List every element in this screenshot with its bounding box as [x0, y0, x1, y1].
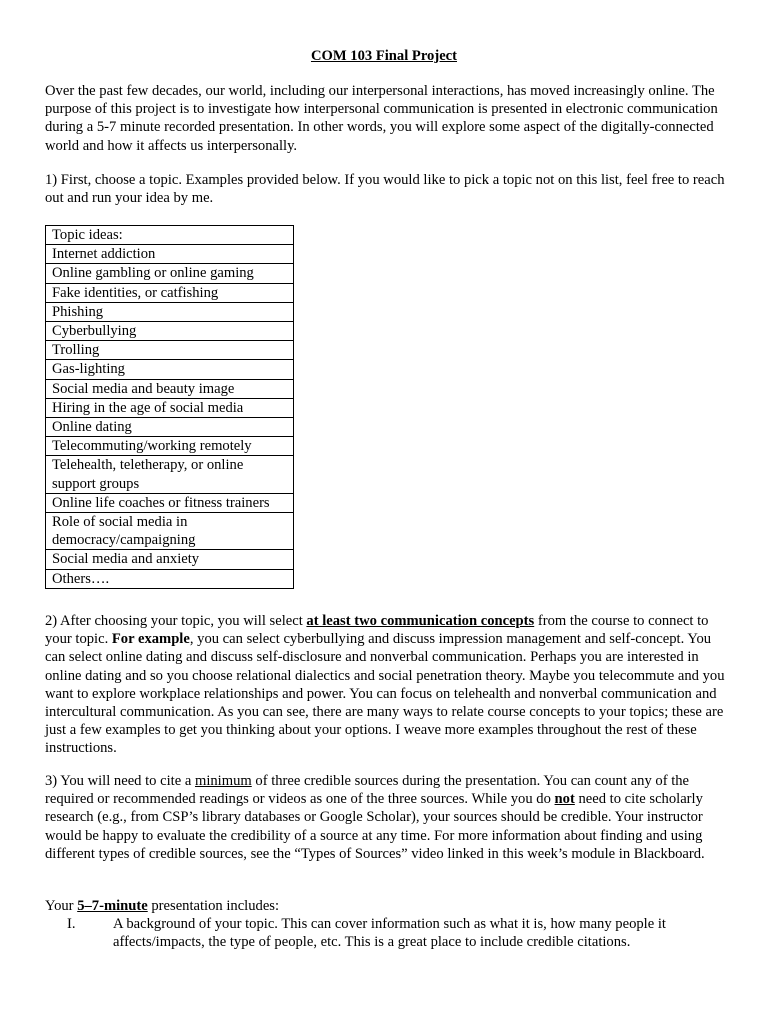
topic-header-row	[46, 226, 294, 245]
topic-row	[46, 341, 294, 360]
step1-paragraph: 1) First, choose a topic. Examples provided below. If you would like to pick a topic not on this list, feel free to reach out and run your idea by me.	[45, 172, 725, 207]
topic-cell: Online gambling or online gaming	[46, 264, 294, 283]
step2-text: 2) After choosing your topic, you will select	[45, 613, 307, 629]
step3-text: need to cite scholarly research (e.g., from CSP’s library databases or Google Scholar), your sources should be credible. Your instructor would be happy to evaluate the credibility of a source at any time. For more information about finding and using different types of credible sources, see the “Types of Sources” video linked in this week’s module in Blackboard.	[45, 791, 705, 862]
topic-row	[46, 379, 294, 398]
presentation-duration: 5–7-minute	[77, 898, 148, 914]
presentation-intro	[45, 897, 725, 915]
topic-header-cell: Topic ideas:	[46, 226, 294, 245]
step2-text: from the course to connect to your topic.	[45, 613, 709, 648]
topic-ideas-table	[45, 225, 294, 589]
topic-row	[46, 437, 294, 456]
topic-cell: Trolling	[46, 341, 294, 360]
topic-cell: Telecommuting/working remotely	[46, 437, 294, 456]
topic-cell: Cyberbullying	[46, 322, 294, 341]
topic-cell: Social media and anxiety	[46, 550, 294, 569]
topic-row	[46, 360, 294, 379]
topic-cell: Fake identities, or catfishing	[46, 283, 294, 302]
topic-row	[46, 245, 294, 264]
topic-cell: Telehealth, teletherapy, or online support groups	[46, 456, 294, 493]
presentation-text: Your	[45, 898, 78, 914]
document-title: COM 103 Final Project	[310, 48, 458, 64]
topic-cell: Others….	[46, 569, 294, 588]
topic-row	[46, 569, 294, 588]
step3-not: not	[554, 791, 575, 808]
topic-cell: Gas-lighting	[46, 360, 294, 379]
step3-paragraph	[45, 772, 725, 863]
step3-text: 3) You will need to cite a	[45, 773, 195, 789]
topic-cell: Social media and beauty image	[46, 379, 294, 398]
topic-row	[46, 493, 294, 512]
topic-cell: Hiring in the age of social media	[46, 398, 294, 417]
topic-row	[46, 283, 294, 302]
topic-row	[46, 264, 294, 283]
step2-example-label: For example	[111, 631, 190, 648]
step2-emphasis: at least two communication concepts	[306, 613, 535, 629]
topic-row	[46, 418, 294, 437]
step2-paragraph	[45, 612, 725, 758]
topic-row	[46, 398, 294, 417]
topic-row	[46, 322, 294, 341]
topic-cell: Online dating	[46, 418, 294, 437]
list-item-number: I.	[67, 916, 76, 932]
step3-minimum: minimum	[194, 773, 252, 789]
topic-cell: Phishing	[46, 302, 294, 321]
step2-text: , you can select cyberbullying and discuss impression management and self-concept. You can select online dating and discuss self-disclosure and nonverbal communication. Perhaps you are interested in online dating and so you choose relational dialectics and social penetration theory. Maybe you telecommute and you want to explore workplace relationships and power. You can focus on telehealth and nonverbal communication and intercultural communication. As you can see, there are many ways to relate course concepts to your topics; these are just a few examples to get you thinking about your options. I weave more examples throughout the rest of these instructions.	[45, 631, 725, 757]
step3-text: of three credible sources during the presentation. You can count any of the required or recommended readings or videos as one of the three sources. While you do	[45, 773, 690, 808]
topic-row	[46, 456, 294, 493]
topic-row	[46, 302, 294, 321]
topic-cell: Online life coaches or fitness trainers	[46, 493, 294, 512]
list-item-text: A background of your topic. This can cover information such as what it is, how many people it affects/impacts, the type of people, etc. This is a great place to include credible citations.	[113, 916, 666, 951]
intro-paragraph: Over the past few decades, our world, including our interpersonal interactions, has moved increasingly online. The purpose of this project is to investigate how interpersonal communication is presented in electronic communication during a 5-7 minute recorded presentation. In other words, you will explore some aspect of the digitally-connected world and how it affects us interpersonally.	[45, 83, 718, 154]
presentation-text: presentation includes:	[147, 898, 280, 914]
topic-row	[46, 513, 294, 550]
topic-cell: Role of social media in democracy/campaigning	[46, 513, 294, 550]
topic-cell: Internet addiction	[46, 245, 294, 264]
topic-row	[46, 550, 294, 569]
